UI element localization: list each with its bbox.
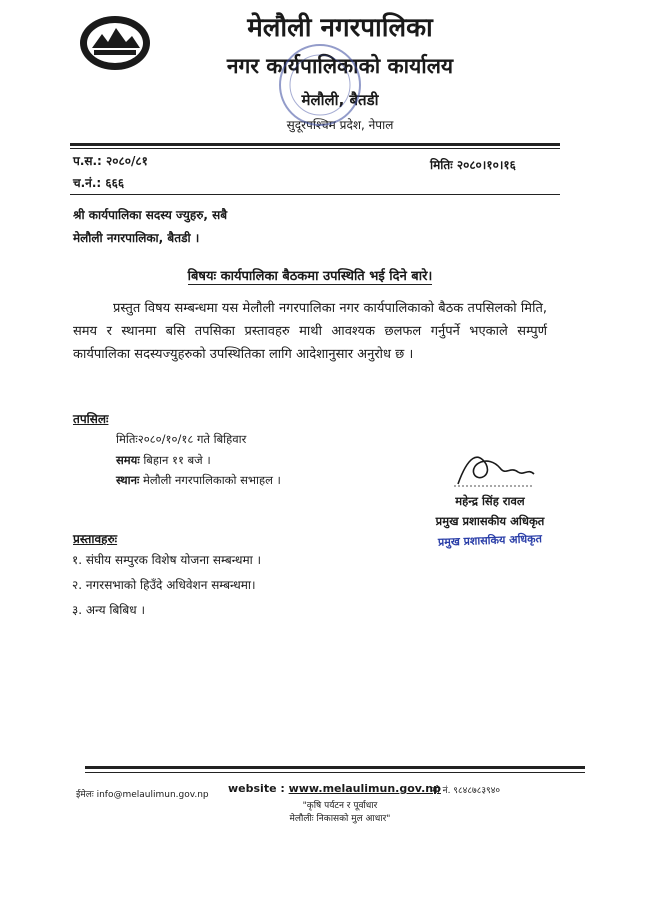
venue-value: मेलौली नगरपालिकाको सभाहल ।	[142, 473, 281, 487]
dispatch-number: च.नं.: ६६६	[73, 176, 125, 190]
signatory-designation: प्रमुख प्रशासकीय अधिकृत	[435, 514, 545, 528]
header-rule	[70, 143, 560, 146]
footer-rule-thin	[85, 772, 585, 773]
agenda-item: ३. अन्य बिबिध ।	[72, 603, 146, 617]
meeting-venue	[116, 473, 281, 488]
header-rule-thin	[70, 148, 560, 149]
recipient-line-1: श्री कार्यपालिका सदस्य ज्युहरु, सबै	[73, 208, 228, 222]
footer-email: ईमेलः info@melaulimun.gov.np	[76, 790, 209, 800]
footer-rule	[85, 766, 585, 769]
meeting-time	[116, 453, 211, 468]
office-seal	[275, 40, 365, 130]
reference-number: प.स.: २०८०/८१	[73, 154, 148, 168]
details-heading: तपसिलः	[73, 412, 109, 426]
website-label: website :	[228, 782, 285, 795]
letter-body: प्रस्तुत विषय सम्बन्धमा यस मेलौली नगरपालिका नगर कार्यपालिकाको बैठक तपसिलको मिति, समय र स्थानमा बसि तपसिका प्रस्तावहरु माथी आवश्यक छलफल गर्नुपर्ने भएकाले सम्पुर्ण कार्यपालिका सदस्यज्युहरुको उपस्थितिका लागि आदेशानुसार अनुरोध छ ।	[73, 301, 547, 362]
letter-subject	[70, 266, 550, 284]
district-line: मेलौली, बैतडी	[301, 91, 379, 109]
signature-scribble	[448, 446, 538, 490]
agenda-item: १. संघीय सम्पुरक विशेष योजना सम्बन्धमा ।	[72, 553, 262, 567]
agenda-item: २. नगरसभाको हिउँदे अधिवेशन सम्बन्धमा।	[72, 578, 256, 592]
letter-date: मितिः २०८०।१०।१६	[430, 158, 516, 172]
subject-text: बिषयः कार्यपालिका बैठकमा उपस्थिति भई दिने बारे।	[187, 269, 433, 284]
office-name: नगर कार्यपालिकाको कार्यालय	[226, 54, 454, 78]
signatory-name: महेन्द्र सिंह रावल	[455, 494, 525, 508]
meta-rule	[70, 194, 560, 195]
recipient-line-2: मेलौली नगरपालिका, बैतडी ।	[73, 231, 200, 245]
meeting-date: मितिः२०८०/१०/१८ गते बिहिवार	[116, 432, 247, 446]
slogan-line-2: मेलौलीः निकासको मुल आधार"	[289, 814, 391, 824]
province-line: सुदूरपश्चिम प्रदेश, नेपाल	[286, 118, 394, 132]
agenda-heading: प्रस्तावहरुः	[73, 532, 118, 546]
municipality-logo	[78, 14, 152, 72]
time-value: बिहान ११ बजे ।	[143, 453, 211, 467]
website-link[interactable]: www.melaulimun.gov.np	[288, 782, 441, 795]
time-label: समयः	[116, 453, 140, 467]
designation-stamp: प्रमुख प्रशासकिय अधिकृत	[437, 532, 543, 549]
venue-label: स्थानः	[116, 473, 140, 487]
footer-website	[228, 782, 441, 795]
municipality-name: मेलौली नगरपालिका	[247, 13, 433, 43]
footer-phone: मो नं. ९८४८७८३९४०	[432, 786, 501, 796]
slogan-line-1: "कृषि पर्यटन र पूर्वाधार	[302, 801, 378, 811]
